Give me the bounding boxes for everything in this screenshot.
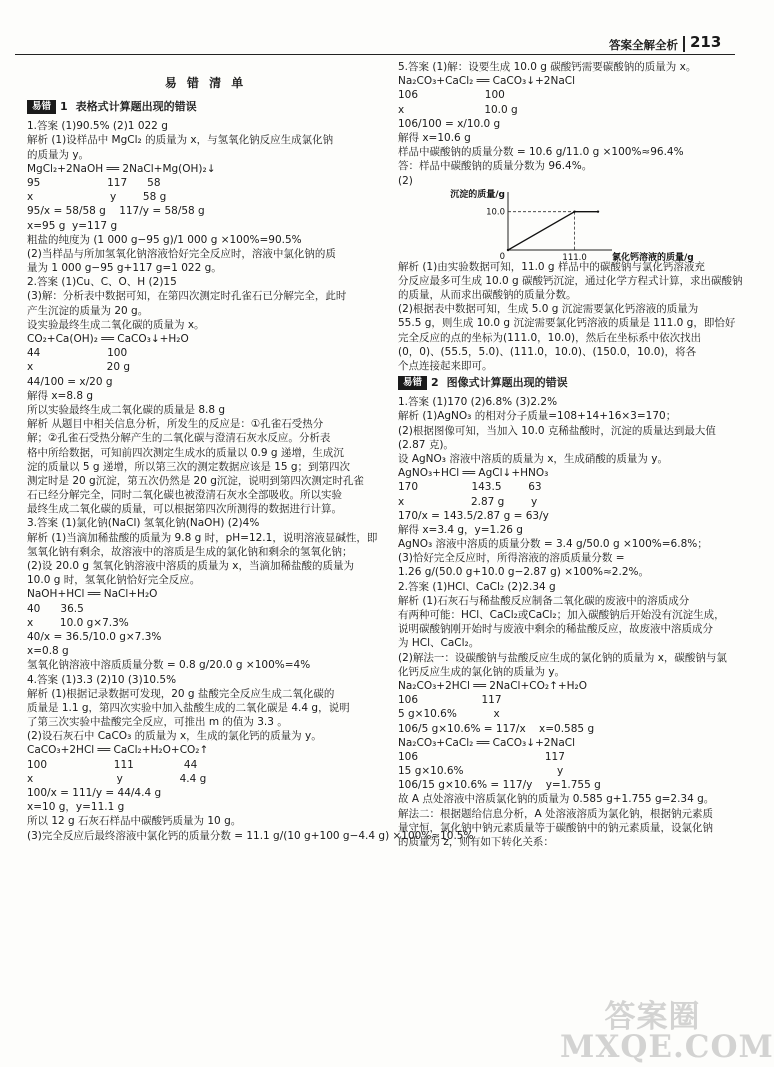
sheet-title: 易 错 清 单 <box>164 76 247 90</box>
text-line: 的质量为 z，则有如下转化关系： <box>398 836 554 848</box>
text-line: 有两种可能：HCl、CaCl₂或CaCl₂；加入碳酸钠后开始没有沉淀生成， <box>398 609 725 621</box>
text-line: (3)解：分析表中数据可知，在第四次测定时孔雀石已分解完全，此时 <box>27 290 347 303</box>
watermark-stamp <box>560 999 774 1065</box>
text-line: 解析 (1)AgNO₃ 的相对分子质量=108+14+16×3=170； <box>398 410 677 423</box>
text-line: 最终生成二氧化碳的质量，可以根据第四次所测得的数据进行计算。 <box>27 503 342 516</box>
text-line: CaCO₃+2HCl ══ CaCl₂+H₂O+CO₂↑ <box>27 744 209 757</box>
data-point <box>507 248 509 250</box>
text-line: 40 36.5 <box>27 602 84 615</box>
right-text-block-bottom <box>398 395 733 849</box>
text-line: 设实验最终生成二氧化碳的质量为 x。 <box>27 318 205 331</box>
text-line: 设 AgNO₃ 溶液中溶质的质量为 x，生成硝酸的质量为 y。 <box>398 452 668 465</box>
text-line: 所以 12 g 石灰石样品中碳酸钙质量为 10 g。 <box>27 815 242 828</box>
right-text-block-mid <box>398 260 743 374</box>
section-heading-1 <box>27 99 384 114</box>
text-line: 量为 1 000 g−95 g+117 g=1 022 g。 <box>27 262 222 275</box>
text-line: (2)设 20.0 g 氢氧化钠溶液中溶质的质量为 x，当滴加稀盐酸的质量为 <box>27 560 354 573</box>
text-line: 淀的质量以 5 g 递增，所以第三次的测定数据应该是 15 g；到第四次 <box>27 460 351 473</box>
data-point <box>597 210 599 212</box>
text-line: 产生沉淀的质量为 20 g。 <box>27 304 149 317</box>
text-line: 解析 (1)设样品中 MgCl₂ 的质量为 x，与氢氧化钠反应生成氯化钠 <box>27 134 334 147</box>
header-title: 答案全解全析 <box>609 38 678 52</box>
text-line: 个点连接起来即可。 <box>398 360 493 372</box>
text-line: 106/5 g×10.6% = 117/x x=0.585 g <box>398 722 595 735</box>
text-line: 解法二：根据题给信息分析，A 处溶液溶质为氯化钠，根据钠元素质 <box>398 807 714 820</box>
text-line: 5 g×10.6% x <box>398 708 500 721</box>
text-line: x 20 g <box>27 361 131 374</box>
origin-label: 0 <box>499 251 505 262</box>
text-line: 44 100 <box>27 347 128 360</box>
text-line: (2)当样品与所加氢氧化钠溶液恰好完全反应时，溶液中氯化钠的质 <box>27 247 336 260</box>
text-line: 的质量为 y。 <box>27 148 90 161</box>
text-line: Na₂CO₃+2HCl ══ 2NaCl+CO₂↑+H₂O <box>398 679 588 692</box>
text-line: (2)设石灰石中 CaCO₃ 的质量为 x，生成的氯化钙的质量为 y。 <box>27 730 322 743</box>
text-line: MgCl₂+2NaOH ══ 2NaCl+Mg(OH)₂↓ <box>27 162 216 175</box>
text-line: 10.0 g 时，氢氧化钠恰好完全反应。 <box>27 574 201 587</box>
text-line: 2.答案 (1)HCl、CaCl₂ (2)2.34 g <box>398 580 556 593</box>
text-line: x 10.0 g×7.3% <box>27 616 129 629</box>
text-line: (2)解法一：设碳酸钠与盐酸反应生成的氯化钠的质量为 x，碳酸钠与氯 <box>398 651 727 664</box>
text-line: 解析 从题目中相关信息分析，所发生的反应是：①孔雀石受热分 <box>27 418 324 431</box>
text-line: 106 117 <box>398 750 565 763</box>
series-line <box>508 211 598 249</box>
text-line: 所以实验最终生成二氧化碳的质量是 8.8 g <box>27 403 226 416</box>
text-line: 说明碳酸钠刚开始时与废液中剩余的稀盐酸反应，故废液中溶质成分 <box>398 623 713 636</box>
text-line: Na₂CO₃+CaCl₂ ══ CaCO₃↓+2NaCl <box>398 736 576 749</box>
chart-svg <box>398 188 733 263</box>
text-line: 解；②孔雀石受热分解产生的二氧化碳与澄清石灰水反应。分析表 <box>27 432 331 445</box>
section-number: 2 <box>431 375 439 389</box>
text-line: x y 58 g <box>27 191 167 204</box>
text-line: 40/x = 36.5/10.0 g×7.3% <box>27 630 162 643</box>
text-line: 2.答案 (1)Cu、C、O、H (2)15 <box>27 276 177 289</box>
text-line: 3.答案 (1)氯化钠(NaCl) 氢氧化钠(NaOH) (2)4% <box>27 517 260 530</box>
text-line: 170/x = 143.5/2.87 g = 63/y <box>398 509 549 522</box>
text-line: (3)完全反应后最终溶液中氯化钙的质量分数 = 11.1 g/(10 g+100 g−4.4 g) ×100%≈10.5% <box>27 829 474 842</box>
text-line: (0，0)、(55.5，5.0)、(111.0，10.0)、(150.0，10.0)，将各 <box>398 345 697 358</box>
text-line: 106 117 <box>398 694 502 707</box>
text-line: 质量是 1.1 g，第四次实验中加入盐酸生成的二氧化碳是 4.4 g，说明 <box>27 701 350 714</box>
section-tag: 易错 <box>27 100 56 114</box>
text-line: 55.5 g，则生成 10.0 g 沉淀需要氯化钙溶液的质量是 111.0 g，即恰好 <box>398 317 736 330</box>
text-line: 5.答案 (1)解：设要生成 10.0 g 碳酸钙需要碳酸钠的质量为 x。 <box>398 61 697 73</box>
text-line: 为 HCl、CaCl₂。 <box>398 637 480 650</box>
text-line: (2.87 克)。 <box>398 438 454 451</box>
text-line: 氢氧化钠溶液中溶质质量分数 = 0.8 g/20.0 g ×100%=4% <box>27 659 311 672</box>
page-header <box>0 0 750 58</box>
text-line: 样品中碳酸钠的质量分数 = 10.6 g/11.0 g ×100%≈96.4% <box>398 146 684 159</box>
text-line: (2) <box>398 174 413 187</box>
page-number: 213 <box>690 33 722 51</box>
text-line: x=95 g y=117 g <box>27 219 118 232</box>
text-line: 粗盐的纯度为 (1 000 g−95 g)/1 000 g ×100%=90.5% <box>27 233 302 246</box>
x-tick-label: 111.0 <box>562 252 587 263</box>
y-axis-label: 沉淀的质量/g <box>450 189 505 200</box>
text-line: Na₂CO₃+CaCl₂ ══ CaCO₃↓+2NaCl <box>398 75 576 88</box>
text-line: 100/x = 111/y = 44/4.4 g <box>27 787 162 800</box>
text-line: 95 117 58 <box>27 176 161 189</box>
text-line: 了第三次实验中盐酸完全反应，可推出 m 的值为 3.3 。 <box>27 716 288 729</box>
text-line: 1.26 g/(50.0 g+10.0 g−2.87 g) ×100%≈2.2%。 <box>398 566 649 579</box>
text-line: (2)根据图像可知，当加入 10.0 克稀盐酸时，沉淀的质量达到最大值 <box>398 424 716 437</box>
text-line: x y 4.4 g <box>27 772 207 785</box>
x-axis-label: 氯化钙溶液的质量/g <box>612 252 694 263</box>
text-line: 1.答案 (1)90.5% (2)1 022 g <box>27 120 168 133</box>
text-line: 的质量，从而求出碳酸钠的质量分数。 <box>398 289 577 302</box>
text-line: 完全反应的点的坐标为(111.0，10.0)，然后在坐标系中依次找出 <box>398 331 702 344</box>
text-line: 化钙反应生成的氯化钠的质量为 y。 <box>398 665 566 678</box>
text-line: 100 111 44 <box>27 758 198 771</box>
text-line: 1.答案 (1)170 (2)6.8% (3)2.2% <box>398 396 558 409</box>
text-line: 氢氧化钠有剩余，故溶液中的溶质是生成的氯化钠和剩余的氢氧化钠； <box>27 545 353 558</box>
text-line: x=0.8 g <box>27 645 69 658</box>
section-tag: 易错 <box>398 376 427 390</box>
section-number: 1 <box>60 99 68 113</box>
text-line: 解得 x=10.6 g <box>398 131 471 144</box>
y-tick-label: 10.0 <box>486 207 505 218</box>
text-line: CO₂+Ca(OH)₂ ══ CaCO₃↓+H₂O <box>27 333 189 346</box>
text-line: 量守恒，氯化钠中钠元素质量等于碳酸钠中的钠元素质量，设氯化钠 <box>398 821 713 834</box>
text-line: 石已经分解完全，同时二氧化碳也被澄清石灰水全部吸收。所以实验 <box>27 489 342 502</box>
text-line: 170 143.5 63 <box>398 481 542 494</box>
text-line: x 2.87 g y <box>398 495 538 508</box>
text-line: 解析 (1)当滴加稀盐酸的质量为 9.8 g 时，pH=12.1，说明溶液显碱性，即 <box>27 531 378 544</box>
text-line: 106/100 = x/10.0 g <box>398 117 501 130</box>
text-line: AgNO₃ 溶液中溶质的质量分数 = 3.4 g/50.0 g ×100%=6.8%； <box>398 538 708 551</box>
text-line: x 10.0 g <box>398 103 518 116</box>
data-point <box>573 210 575 212</box>
text-line: 15 g×10.6% y <box>398 765 564 778</box>
text-line: 106 100 <box>398 89 505 102</box>
text-line: 4.答案 (1)3.3 (2)10 (3)10.5% <box>27 673 177 686</box>
precipitate-chart <box>398 188 733 263</box>
text-line: 44/100 = x/20 g <box>27 375 113 388</box>
text-line: 解得 x=3.4 g，y=1.26 g <box>398 523 523 536</box>
text-line: 分反应最多可生成 10.0 g 碳酸钙沉淀，通过化学方程式计算，求出碳酸钠 <box>398 274 743 287</box>
text-line: 解析 (1)根据记录数据可发现，20 g 盐酸完全反应生成二氧化碳的 <box>27 687 335 700</box>
text-line: 95/x = 58/58 g 117/y = 58/58 g <box>27 205 205 218</box>
text-line: (3)恰好完全反应时，所得溶液的溶质质量分数 = <box>398 552 625 565</box>
text-line: x=10 g，y=11.1 g <box>27 801 125 814</box>
watermark-line: MXQE.COM <box>560 1029 774 1065</box>
text-line: 解析 (1)由实验数据可知，11.0 g 样品中的碳酸钠与氯化钙溶液充 <box>398 260 705 273</box>
text-line: (2)根据表中数据可知，生成 5.0 g 沉淀需要氯化钙溶液的质量为 <box>398 303 699 316</box>
text-line: 解得 x=8.8 g <box>27 389 94 402</box>
right-text-block-top <box>398 60 733 188</box>
header-rule <box>15 54 735 55</box>
text-line: NaOH+HCl ══ NaCl+H₂O <box>27 588 158 601</box>
section-title: 表格式计算题出现的错误 <box>75 99 197 113</box>
section-heading-2 <box>398 375 733 390</box>
watermark-line: 答案圈 <box>604 999 701 1035</box>
right-column <box>398 60 743 849</box>
text-line: 测定时是 20 g沉淀，第五次仍然是 20 g沉淀，说明到第四次测定时孔雀 <box>27 474 364 487</box>
text-line: 格中所给数据，可知前四次测定生成水的质量以 0.9 g 递增，生成沉 <box>27 446 344 459</box>
text-line: 解析 (1)石灰石与稀盐酸反应制备二氧化碳的废液中的溶质成分 <box>398 594 690 607</box>
text-line: 答：样品中碳酸钠的质量分数为 96.4%。 <box>398 160 593 173</box>
text-line: 106/15 g×10.6% = 117/y y=1.755 g <box>398 779 601 792</box>
text-line: 故 A 点处溶液中溶质氯化钠的质量为 0.585 g+1.755 g=2.34 g。 <box>398 793 715 806</box>
section-title: 图像式计算题出现的错误 <box>446 375 568 389</box>
header-separator <box>683 36 685 52</box>
text-line: AgNO₃+HCl ══ AgCl↓+HNO₃ <box>398 467 549 480</box>
